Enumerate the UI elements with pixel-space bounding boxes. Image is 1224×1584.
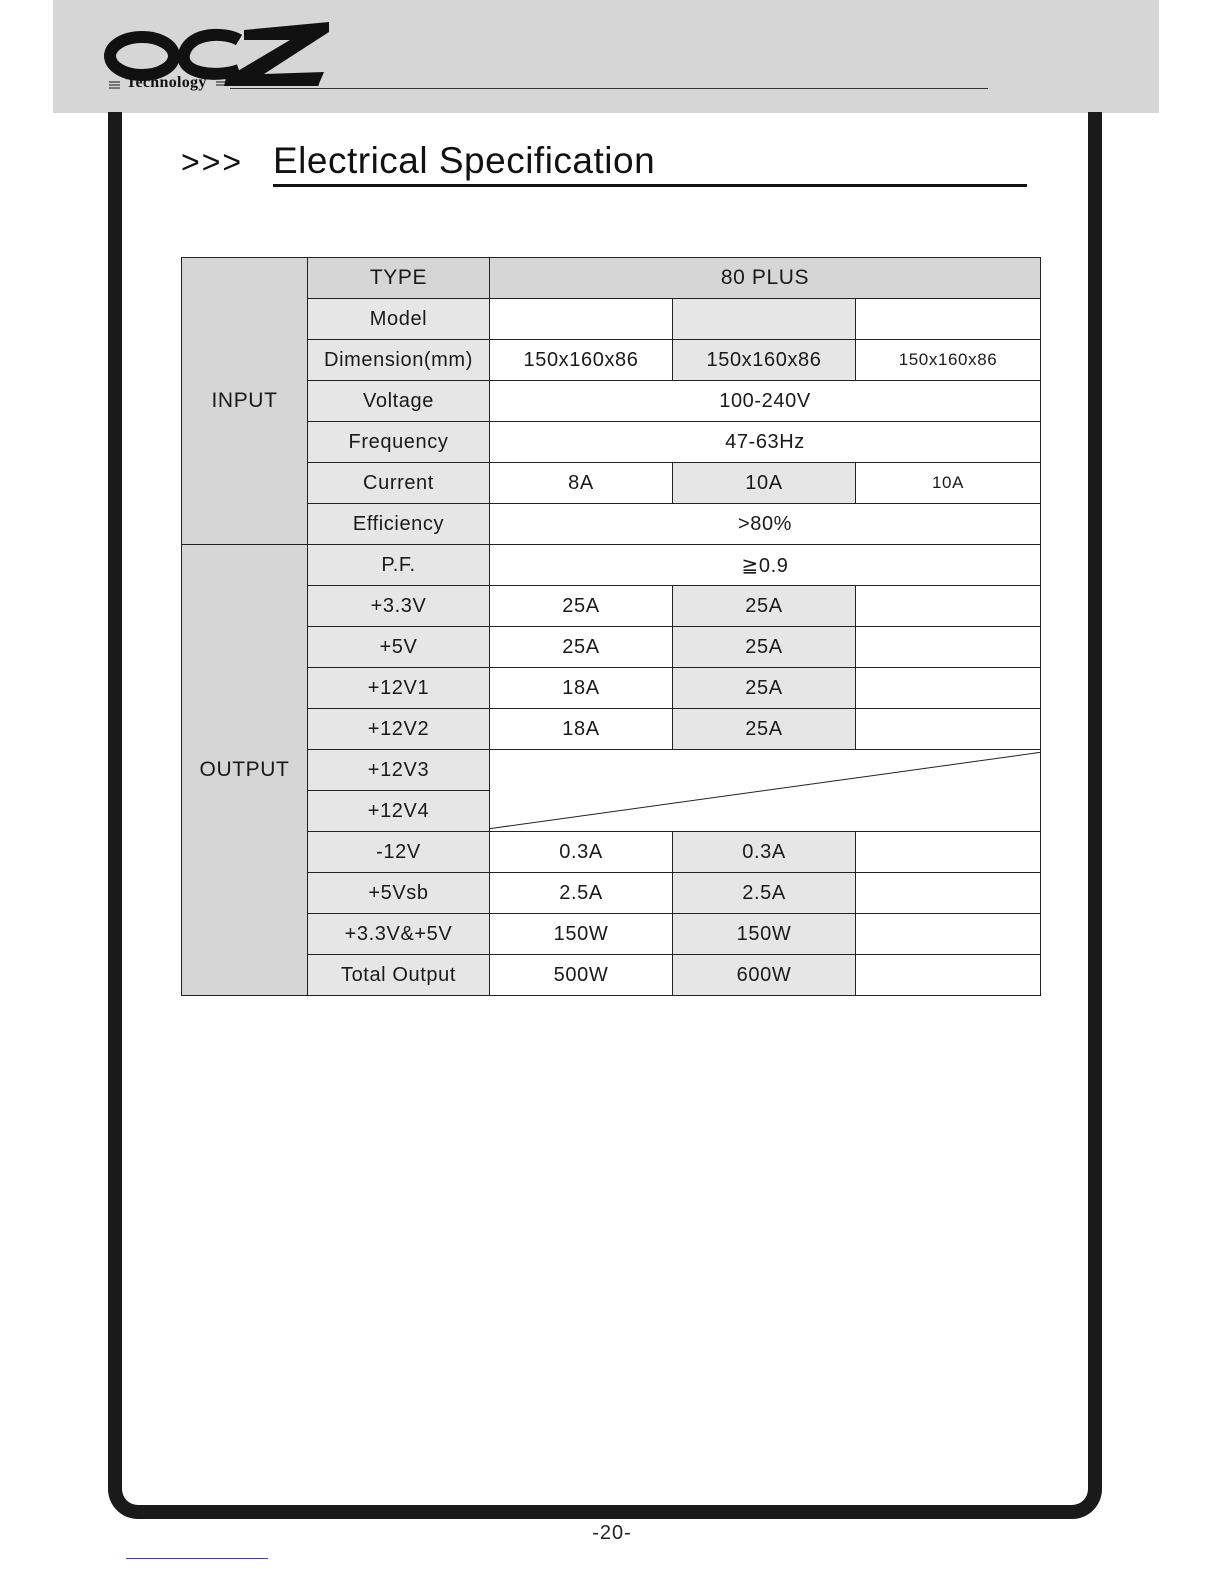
row-label-voltage: Voltage <box>308 381 490 422</box>
type-value: 80 PLUS <box>490 258 1041 299</box>
rail-value: 18A <box>490 668 673 709</box>
row-label-efficiency: Efficiency <box>308 504 490 545</box>
model-value <box>856 299 1041 340</box>
table-row-model <box>182 299 1041 340</box>
title-arrows: >>> <box>181 144 244 180</box>
table-row-current <box>182 463 1041 504</box>
not-applicable-cell <box>490 750 1041 832</box>
table-row-type <box>182 258 1041 299</box>
rail-label: Total Output <box>308 955 490 996</box>
group-label-input: INPUT <box>182 258 308 545</box>
header-rule <box>230 88 988 89</box>
rail-value: 25A <box>490 627 673 668</box>
current-value: 8A <box>490 463 673 504</box>
frequency-value: 47-63Hz <box>490 422 1041 463</box>
efficiency-value: >80% <box>490 504 1041 545</box>
rail-value: 0.3A <box>490 832 673 873</box>
rail-value: 18A <box>490 709 673 750</box>
table-row-rail <box>182 709 1041 750</box>
table-row-rail <box>182 627 1041 668</box>
table-row-efficiency <box>182 504 1041 545</box>
page-title: Electrical Specification <box>273 140 656 181</box>
table-row-rail <box>182 873 1041 914</box>
rail-value: 500W <box>490 955 673 996</box>
group-label-output: OUTPUT <box>182 545 308 996</box>
row-label-frequency: Frequency <box>308 422 490 463</box>
rail-label: +5V <box>308 627 490 668</box>
table-row-frequency <box>182 422 1041 463</box>
rail-value: 2.5A <box>490 873 673 914</box>
rail-value <box>856 668 1041 709</box>
model-value <box>673 299 856 340</box>
row-label-dimension: Dimension(mm) <box>308 340 490 381</box>
table-row-rail <box>182 586 1041 627</box>
rail-label: -12V <box>308 832 490 873</box>
rail-value <box>856 709 1041 750</box>
table-row-voltage <box>182 381 1041 422</box>
rail-value: 25A <box>673 709 856 750</box>
rail-value <box>856 914 1041 955</box>
rail-value: 150W <box>490 914 673 955</box>
rail-value: 150W <box>673 914 856 955</box>
table-row-rail <box>182 914 1041 955</box>
rail-value: 25A <box>673 586 856 627</box>
rail-label: +12V2 <box>308 709 490 750</box>
ocz-logo <box>104 16 334 96</box>
rail-value: 2.5A <box>673 873 856 914</box>
rail-value <box>856 873 1041 914</box>
pf-value: ≧0.9 <box>490 545 1041 586</box>
rail-value: 25A <box>673 668 856 709</box>
dimension-value: 150x160x86 <box>490 340 673 381</box>
rail-label: +3.3V&+5V <box>308 914 490 955</box>
rail-value <box>856 832 1041 873</box>
rail-label: +5Vsb <box>308 873 490 914</box>
row-label-current: Current <box>308 463 490 504</box>
dimension-value: 150x160x86 <box>856 340 1041 381</box>
rail-value: 0.3A <box>673 832 856 873</box>
current-value: 10A <box>856 463 1041 504</box>
rail-value <box>856 627 1041 668</box>
model-value <box>490 299 673 340</box>
title-underline <box>273 184 1027 187</box>
rail-value: 600W <box>673 955 856 996</box>
logo-subtext: Technology <box>126 74 207 91</box>
row-label-type: TYPE <box>308 258 490 299</box>
rail-value <box>856 586 1041 627</box>
rail-label: +12V1 <box>308 668 490 709</box>
rail-label: +12V3 <box>308 750 490 791</box>
current-value: 10A <box>673 463 856 504</box>
row-label-pf: P.F. <box>308 545 490 586</box>
dimension-value: 150x160x86 <box>673 340 856 381</box>
section-title <box>181 140 1027 190</box>
table-row-rail <box>182 832 1041 873</box>
table-row-pf <box>182 545 1041 586</box>
rail-label: +12V4 <box>308 791 490 832</box>
table-row-total-output <box>182 955 1041 996</box>
footer-link-line <box>126 1558 268 1559</box>
table-row-dimension <box>182 340 1041 381</box>
page-number: -20- <box>592 1522 632 1544</box>
electrical-spec-table <box>181 257 1041 996</box>
rail-value <box>856 955 1041 996</box>
table-row-rail <box>182 668 1041 709</box>
table-row-rail-na <box>182 750 1041 791</box>
diagonal-line <box>490 750 1040 831</box>
rail-value: 25A <box>673 627 856 668</box>
row-label-model: Model <box>308 299 490 340</box>
rail-label: +3.3V <box>308 586 490 627</box>
voltage-value: 100-240V <box>490 381 1041 422</box>
rail-value: 25A <box>490 586 673 627</box>
